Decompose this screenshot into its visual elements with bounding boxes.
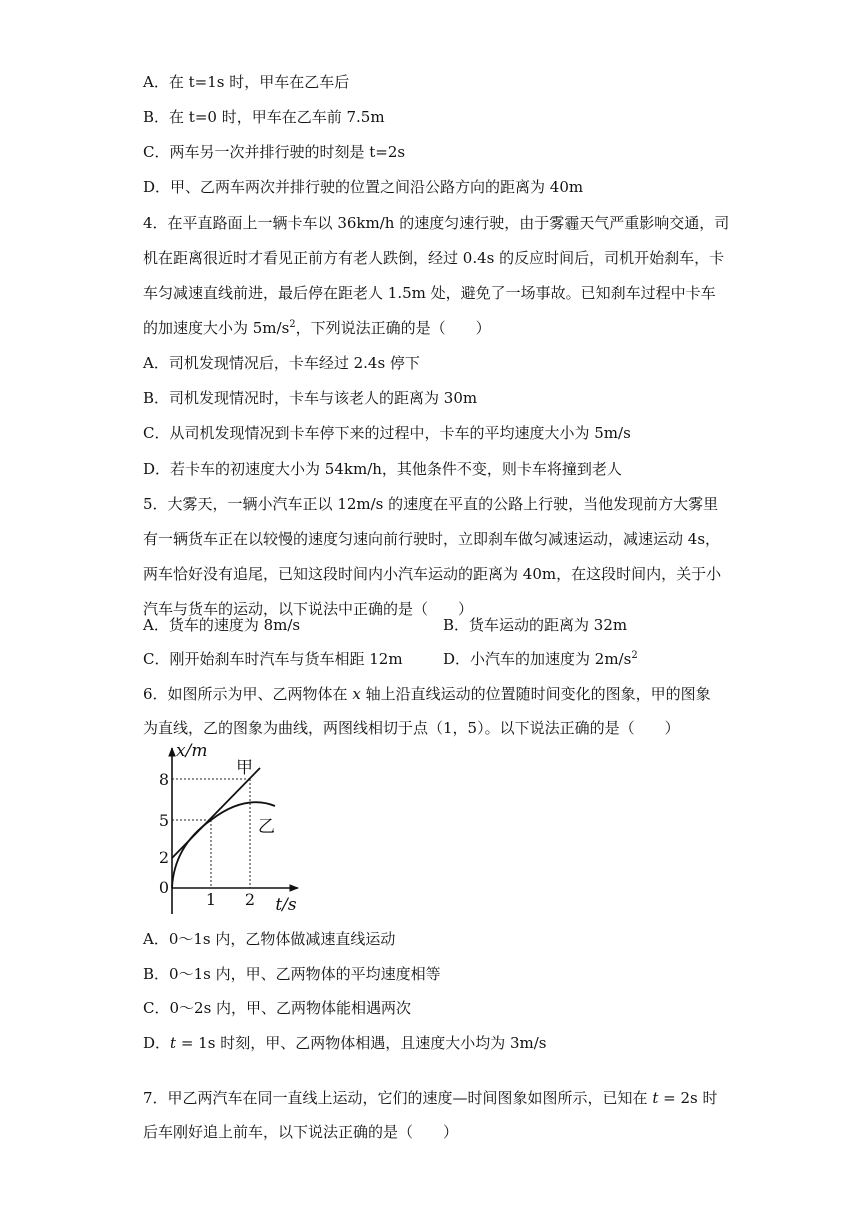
q7-stem-tail: 时	[697, 1089, 718, 1107]
q3-option-c: C．两车另一次并排行驶的时刻是 t=2s	[143, 143, 406, 161]
q6-option-d	[143, 1033, 546, 1053]
q4-superscript: 2	[289, 319, 296, 330]
q6-stem-tail: 轴上沿直线运动的位置随时间变化的图象，甲的图象	[360, 685, 711, 703]
y-tick-0: 0	[158, 878, 170, 897]
label-yi: 乙	[258, 817, 275, 837]
y-tick-8: 8	[158, 770, 170, 789]
curve-yi	[172, 802, 275, 888]
q7-stem-line-2: 后车刚好追上前车，以下说法正确的是（ ）	[143, 1123, 459, 1141]
q5-stem-line-4: 汽车与货车的运动，以下说法中正确的是（ ）	[143, 600, 474, 618]
position-time-graph	[150, 742, 300, 917]
q4-option-d: D．若卡车的初速度大小为 54km/h，其他条件不变，则卡车将撞到老人	[143, 460, 622, 478]
q5-option-d-superscript: 2	[631, 650, 638, 661]
q6-stem-text: 6．如图所示为甲、乙两物体在	[143, 685, 353, 703]
q5-option-d	[443, 649, 638, 669]
x-axis-label: t/s	[275, 895, 297, 915]
q7-stem-line-1	[143, 1088, 718, 1108]
y-axis-label: x/m	[176, 742, 208, 761]
q6-option-b: B．0～1s 内，甲、乙两物体的平均速度相等	[143, 965, 441, 983]
q6-option-c: C．0～2s 内，甲、乙两物体能相遇两次	[143, 999, 412, 1017]
q3-option-a: A．在 t=1s 时，甲车在乙车后	[143, 73, 350, 91]
q6-option-d-prefix: D．	[143, 1034, 171, 1052]
q5-stem-line-1: 5．大雾天，一辆小汽车正以 12m/s 的速度在平直的公路上行驶，当他发现前方大雾里	[143, 495, 719, 513]
q5-option-c: C．刚开始刹车时汽车与货车相距 12m	[143, 650, 403, 668]
q4-stem-line-1: 4．在平直路面上一辆卡车以 36km/h 的速度匀速行驶，由于雾霾天气严重影响交通，司	[143, 214, 730, 232]
q4-stem-line-3: 车匀减速直线前进，最后停在距老人 1.5m 处，避免了一场事故。已知刹车过程中卡车	[143, 284, 716, 302]
q4-stem-line-4	[143, 318, 491, 338]
q7-stem-text: 7．甲乙两汽车在同一直线上运动，它们的速度—时间图象如图所示，已知在	[143, 1089, 653, 1107]
q6-variable-t: t	[170, 1034, 177, 1052]
y-tick-5: 5	[158, 811, 170, 830]
x-tick-1: 1	[205, 890, 217, 909]
q6-stem-line-1	[143, 684, 711, 704]
q7-equals-2s: = 2s	[658, 1089, 698, 1107]
q3-option-b: B．在 t=0 时，甲车在乙车前 7.5m	[143, 108, 385, 126]
q7-variable-t: t	[652, 1089, 659, 1107]
y-tick-2: 2	[158, 848, 170, 867]
q6-equals-1s: = 1s	[176, 1034, 216, 1052]
x-tick-2: 2	[244, 890, 256, 909]
q5-option-a: A．货车的速度为 8m/s	[143, 616, 301, 634]
q5-option-d-text: D．小汽车的加速度为 2m/s	[443, 650, 632, 668]
q4-stem-tail: ，下列说法正确的是（ ）	[295, 319, 491, 337]
label-jia: 甲	[236, 758, 253, 778]
q4-stem-text: 的加速度大小为 5m/s	[143, 319, 290, 337]
q5-option-b: B．货车运动的距离为 32m	[443, 616, 628, 634]
q6-stem-line-2: 为直线，乙的图象为曲线，两图线相切于点（1，5）。以下说法正确的是（ ）	[143, 719, 680, 737]
q6-option-d-tail: 时刻，甲、乙两物体相遇，且速度大小均为 3m/s	[215, 1034, 547, 1052]
q6-option-a: A．0～1s 内，乙物体做减速直线运动	[143, 930, 396, 948]
q3-option-d: D．甲、乙两车两次并排行驶的位置之间沿公路方向的距离为 40m	[143, 178, 584, 196]
q4-stem-line-2: 机在距离很近时才看见正前方有老人跌倒，经过 0.4s 的反应时间后，司机开始刹车，卡	[143, 249, 725, 267]
q4-option-a: A．司机发现情况后，卡车经过 2.4s 停下	[143, 354, 420, 372]
q6-variable-x: x	[352, 685, 361, 703]
q4-option-c: C．从司机发现情况到卡车停下来的过程中，卡车的平均速度大小为 5m/s	[143, 424, 631, 442]
q4-option-b: B．司机发现情况时，卡车与该老人的距离为 30m	[143, 389, 478, 407]
q5-stem-line-3: 两车恰好没有追尾，已知这段时间内小汽车运动的距离为 40m，在这段时间内，关于小	[143, 565, 722, 583]
q5-stem-line-2: 有一辆货车正在以较慢的速度匀速向前行驶时，立即刹车做匀减速运动，减速运动 4s，	[143, 530, 721, 548]
